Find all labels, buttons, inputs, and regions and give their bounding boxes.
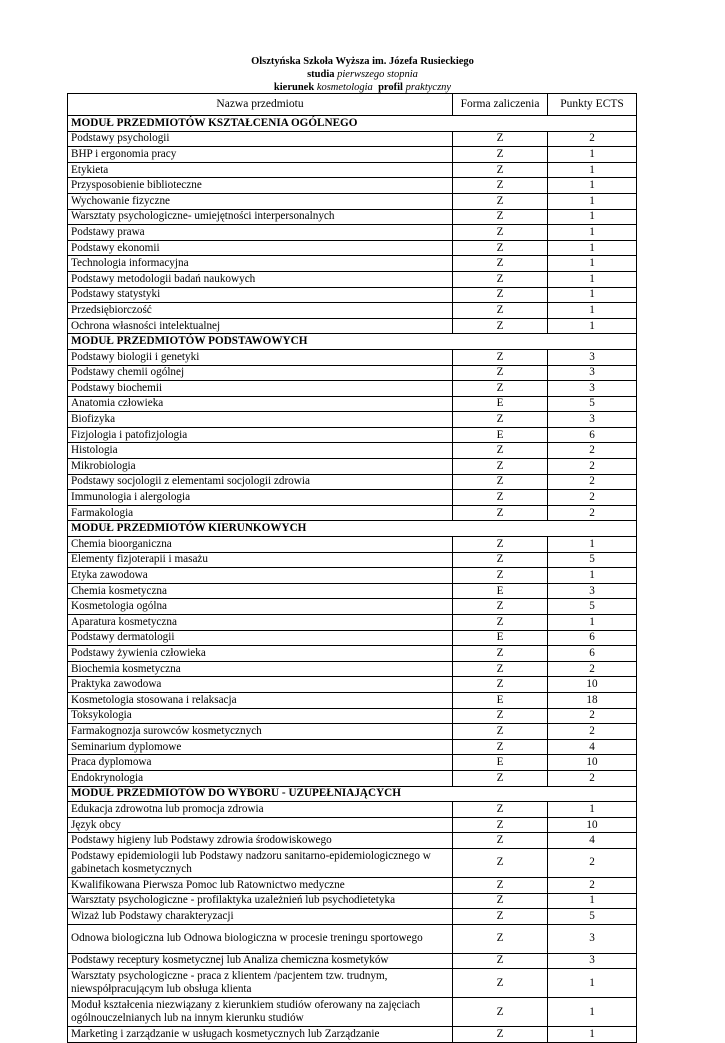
table-row	[68, 724, 637, 740]
ects-points-cell: 1	[548, 240, 637, 256]
assessment-form-cell: Z	[453, 131, 548, 147]
table-header-row	[68, 94, 637, 116]
ects-points-cell: 5	[548, 909, 637, 925]
assessment-form-cell: Z	[453, 568, 548, 584]
assessment-form-cell: Z	[453, 724, 548, 740]
subject-name-cell: Farmakognozja surowców kosmetycznych	[68, 724, 453, 740]
assessment-form-cell: Z	[453, 162, 548, 178]
table-row	[68, 209, 637, 225]
table-row	[68, 287, 637, 303]
assessment-form-cell: Z	[453, 708, 548, 724]
section-title: MODUŁ PRZEDMIOTÓW DO WYBORU - UZUPEŁNIAJĄCYCH	[68, 786, 637, 802]
subject-name-cell: Przysposobienie biblioteczne	[68, 178, 453, 194]
table-row	[68, 739, 637, 755]
table-row	[68, 909, 637, 925]
ects-points-cell: 1	[548, 998, 637, 1027]
assessment-form-cell: Z	[453, 552, 548, 568]
table-row	[68, 271, 637, 287]
column-header-name: Nazwa przedmiotu	[68, 94, 453, 116]
assessment-form-cell: Z	[453, 349, 548, 365]
table-row	[68, 755, 637, 771]
ects-points-cell: 10	[548, 817, 637, 833]
assessment-form-cell: Z	[453, 240, 548, 256]
ects-points-cell: 2	[548, 770, 637, 786]
assessment-form-cell: Z	[453, 505, 548, 521]
table-row	[68, 953, 637, 969]
ects-points-cell: 1	[548, 147, 637, 163]
field-label: kierunek	[273, 82, 315, 93]
subject-name-cell: Wychowanie fizyczne	[68, 193, 453, 209]
ects-points-cell: 2	[548, 131, 637, 147]
subject-name-cell: Podstawy receptury kosmetycznej lub Analiza chemiczna kosmetyków	[68, 953, 453, 969]
assessment-form-cell: E	[453, 755, 548, 771]
subject-name-cell: Warsztaty psychologiczne - profilaktyka uzależnień lub psychodietetyka	[68, 893, 453, 909]
assessment-form-cell: E	[453, 630, 548, 646]
ects-points-cell: 2	[548, 443, 637, 459]
section-title: MODUŁ PRZEDMIOTÓW KIERUNKOWYCH	[68, 521, 637, 537]
table-row	[68, 692, 637, 708]
assessment-form-cell: Z	[453, 537, 548, 553]
assessment-form-cell: Z	[453, 178, 548, 194]
table-body	[68, 116, 637, 1043]
section-header-row	[68, 334, 637, 350]
table-row	[68, 193, 637, 209]
subject-name-cell: Endokrynologia	[68, 770, 453, 786]
assessment-form-cell: Z	[453, 953, 548, 969]
table-row	[68, 833, 637, 849]
table-row	[68, 365, 637, 381]
assessment-form-cell: Z	[453, 381, 548, 397]
subject-name-cell: Kwalifikowana Pierwsza Pomoc lub Ratownictwo medyczne	[68, 877, 453, 893]
ects-points-cell: 6	[548, 646, 637, 662]
table-row	[68, 225, 637, 241]
subject-name-cell: Fizjologia i patofizjologia	[68, 427, 453, 443]
subject-name-cell: Immunologia i alergologia	[68, 490, 453, 506]
table-row	[68, 349, 637, 365]
profile-label: profil	[378, 82, 403, 93]
assessment-form-cell: Z	[453, 677, 548, 693]
ects-points-cell: 3	[548, 349, 637, 365]
table-row	[68, 131, 637, 147]
ects-points-cell: 18	[548, 692, 637, 708]
table-row	[68, 646, 637, 662]
assessment-form-cell: Z	[453, 661, 548, 677]
section-title: MODUŁ PRZEDMIOTÓW PODSTAWOWYCH	[68, 334, 637, 350]
subject-name-cell: Kosmetologia stosowana i relaksacja	[68, 692, 453, 708]
subject-name-cell: Odnowa biologiczna lub Odnowa biologiczna w procesie treningu sportowego	[68, 924, 453, 953]
field-value: kosmetologia	[316, 82, 373, 93]
ects-points-cell: 1	[548, 1027, 637, 1043]
table-row	[68, 802, 637, 818]
subject-name-cell: Podstawy higieny lub Podstawy zdrowia środowiskowego	[68, 833, 453, 849]
table-row	[68, 443, 637, 459]
table-row	[68, 893, 637, 909]
subject-name-cell: Seminarium dyplomowe	[68, 739, 453, 755]
subject-name-cell: Ochrona własności intelektualnej	[68, 318, 453, 334]
subject-name-cell: Podstawy chemii ogólnej	[68, 365, 453, 381]
subject-name-cell: Podstawy psychologii	[68, 131, 453, 147]
subject-name-cell: Histologia	[68, 443, 453, 459]
subject-name-cell: Praktyka zawodowa	[68, 677, 453, 693]
assessment-form-cell: E	[453, 396, 548, 412]
table-row	[68, 381, 637, 397]
assessment-form-cell: Z	[453, 490, 548, 506]
ects-points-cell: 5	[548, 396, 637, 412]
table-row	[68, 396, 637, 412]
ects-points-cell: 1	[548, 802, 637, 818]
table-row	[68, 568, 637, 584]
ects-points-cell: 2	[548, 661, 637, 677]
ects-points-cell: 3	[548, 381, 637, 397]
ects-points-cell: 1	[548, 271, 637, 287]
assessment-form-cell: Z	[453, 318, 548, 334]
table-row	[68, 708, 637, 724]
ects-points-cell: 3	[548, 953, 637, 969]
table-row	[68, 318, 637, 334]
table-row	[68, 677, 637, 693]
ects-points-cell: 1	[548, 178, 637, 194]
assessment-form-cell: Z	[453, 256, 548, 272]
table-row	[68, 505, 637, 521]
assessment-form-cell: Z	[453, 817, 548, 833]
subject-name-cell: Podstawy biochemii	[68, 381, 453, 397]
subject-name-cell: Moduł kształcenia niezwiązany z kierunkiem studiów oferowany na zajęciach ogólnouczelnianych lub na innym kierunku studiów	[68, 998, 453, 1027]
table-row	[68, 490, 637, 506]
ects-points-cell: 1	[548, 209, 637, 225]
table-row	[68, 848, 637, 877]
ects-points-cell: 1	[548, 893, 637, 909]
assessment-form-cell: Z	[453, 924, 548, 953]
table-row	[68, 178, 637, 194]
table-row	[68, 969, 637, 998]
ects-points-cell: 3	[548, 583, 637, 599]
assessment-form-cell: Z	[453, 893, 548, 909]
table-row	[68, 615, 637, 631]
assessment-form-cell: Z	[453, 303, 548, 319]
assessment-form-cell: Z	[453, 909, 548, 925]
document-header	[0, 55, 725, 94]
subject-name-cell: Etykieta	[68, 162, 453, 178]
table-row	[68, 412, 637, 428]
subject-name-cell: Biofizyka	[68, 412, 453, 428]
column-header-ects: Punkty ECTS	[548, 94, 637, 116]
assessment-form-cell: Z	[453, 802, 548, 818]
table-row	[68, 924, 637, 953]
table-row	[68, 162, 637, 178]
ects-points-cell: 3	[548, 412, 637, 428]
ects-points-cell: 10	[548, 755, 637, 771]
table-row	[68, 877, 637, 893]
table-row	[68, 427, 637, 443]
profile-value: praktyczny	[405, 82, 452, 93]
table-row	[68, 630, 637, 646]
table-row	[68, 459, 637, 475]
assessment-form-cell: Z	[453, 147, 548, 163]
assessment-form-cell: Z	[453, 443, 548, 459]
assessment-form-cell: Z	[453, 474, 548, 490]
subject-name-cell: Podstawy statystyki	[68, 287, 453, 303]
ects-points-cell: 3	[548, 365, 637, 381]
table-row	[68, 770, 637, 786]
subject-name-cell: Przedsiębiorczość	[68, 303, 453, 319]
ects-points-cell: 1	[548, 615, 637, 631]
subject-name-cell: Podstawy prawa	[68, 225, 453, 241]
table-row	[68, 240, 637, 256]
table-row	[68, 998, 637, 1027]
section-header-row	[68, 116, 637, 132]
subject-name-cell: Warsztaty psychologiczne- umiejętności interpersonalnych	[68, 209, 453, 225]
ects-points-cell: 2	[548, 505, 637, 521]
table-row	[68, 817, 637, 833]
ects-points-cell: 2	[548, 459, 637, 475]
subject-name-cell: Kosmetologia ogólna	[68, 599, 453, 615]
subject-name-cell: Biochemia kosmetyczna	[68, 661, 453, 677]
table-row	[68, 661, 637, 677]
table-row	[68, 583, 637, 599]
subject-name-cell: Praca dyplomowa	[68, 755, 453, 771]
assessment-form-cell: Z	[453, 412, 548, 428]
ects-points-cell: 3	[548, 924, 637, 953]
assessment-form-cell: Z	[453, 271, 548, 287]
assessment-form-cell: Z	[453, 877, 548, 893]
study-level-line	[0, 68, 725, 81]
subject-name-cell: Mikrobiologia	[68, 459, 453, 475]
assessment-form-cell: Z	[453, 770, 548, 786]
subject-name-cell: Edukacja zdrowotna lub promocja zdrowia	[68, 802, 453, 818]
table-row	[68, 537, 637, 553]
table-row	[68, 552, 637, 568]
ects-points-cell: 4	[548, 739, 637, 755]
subject-name-cell: Podstawy biologii i genetyki	[68, 349, 453, 365]
ects-points-cell: 2	[548, 490, 637, 506]
assessment-form-cell: Z	[453, 969, 548, 998]
ects-points-cell: 6	[548, 630, 637, 646]
assessment-form-cell: Z	[453, 646, 548, 662]
ects-points-cell: 2	[548, 708, 637, 724]
assessment-form-cell: Z	[453, 833, 548, 849]
ects-points-cell: 1	[548, 303, 637, 319]
subject-name-cell: Farmakologia	[68, 505, 453, 521]
subject-name-cell: Toksykologia	[68, 708, 453, 724]
subject-name-cell: Marketing i zarządzanie w usługach kosmetycznych lub Zarządzanie	[68, 1027, 453, 1043]
section-header-row	[68, 786, 637, 802]
ects-points-cell: 1	[548, 225, 637, 241]
table-row	[68, 256, 637, 272]
subject-name-cell: Chemia bioorganiczna	[68, 537, 453, 553]
column-header-form: Forma zaliczenia	[453, 94, 548, 116]
assessment-form-cell: E	[453, 583, 548, 599]
subject-name-cell: Anatomia człowieka	[68, 396, 453, 412]
ects-points-cell: 1	[548, 318, 637, 334]
ects-points-cell: 10	[548, 677, 637, 693]
ects-points-cell: 2	[548, 848, 637, 877]
subject-name-cell: Chemia kosmetyczna	[68, 583, 453, 599]
ects-points-cell: 1	[548, 969, 637, 998]
assessment-form-cell: E	[453, 427, 548, 443]
subject-name-cell: Język obcy	[68, 817, 453, 833]
ects-points-cell: 1	[548, 537, 637, 553]
table-row	[68, 147, 637, 163]
subject-name-cell: Podstawy epidemiologii lub Podstawy nadzoru sanitarno-epidemiologicznego w gabinetach kosmetycznych	[68, 848, 453, 877]
subject-name-cell: Wizaż lub Podstawy charakteryzacji	[68, 909, 453, 925]
study-level-label: studia	[307, 69, 335, 80]
assessment-form-cell: Z	[453, 459, 548, 475]
study-level-value: pierwszego stopnia	[337, 69, 418, 80]
subject-name-cell: Podstawy metodologii badań naukowych	[68, 271, 453, 287]
ects-points-cell: 1	[548, 162, 637, 178]
assessment-form-cell: Z	[453, 287, 548, 303]
assessment-form-cell: Z	[453, 193, 548, 209]
assessment-form-cell: Z	[453, 739, 548, 755]
ects-points-cell: 1	[548, 568, 637, 584]
ects-points-cell: 2	[548, 877, 637, 893]
ects-points-cell: 2	[548, 474, 637, 490]
subject-name-cell: Podstawy żywienia człowieka	[68, 646, 453, 662]
section-header-row	[68, 521, 637, 537]
table-row	[68, 303, 637, 319]
ects-points-cell: 6	[548, 427, 637, 443]
subjects-table	[67, 93, 637, 1043]
assessment-form-cell: Z	[453, 848, 548, 877]
subject-name-cell: Aparatura kosmetyczna	[68, 615, 453, 631]
ects-points-cell: 1	[548, 287, 637, 303]
table-row	[68, 474, 637, 490]
subject-name-cell: Podstawy dermatologii	[68, 630, 453, 646]
ects-points-cell: 5	[548, 552, 637, 568]
assessment-form-cell: E	[453, 692, 548, 708]
subject-name-cell: Warsztaty psychologiczne - praca z klientem /pacjentem tzw. trudnym, niewspółpracującym lub obsługa klienta	[68, 969, 453, 998]
assessment-form-cell: Z	[453, 1027, 548, 1043]
assessment-form-cell: Z	[453, 209, 548, 225]
subject-name-cell: Podstawy socjologii z elementami socjologii zdrowia	[68, 474, 453, 490]
assessment-form-cell: Z	[453, 365, 548, 381]
subject-name-cell: Podstawy ekonomii	[68, 240, 453, 256]
ects-points-cell: 5	[548, 599, 637, 615]
assessment-form-cell: Z	[453, 225, 548, 241]
assessment-form-cell: Z	[453, 599, 548, 615]
ects-points-cell: 2	[548, 724, 637, 740]
school-name: Olsztyńska Szkoła Wyższa im. Józefa Rusieckiego	[251, 56, 474, 67]
ects-points-cell: 1	[548, 193, 637, 209]
table-row	[68, 599, 637, 615]
ects-points-cell: 1	[548, 256, 637, 272]
subject-name-cell: Etyka zawodowa	[68, 568, 453, 584]
subject-name-cell: BHP i ergonomia pracy	[68, 147, 453, 163]
subject-name-cell: Elementy fizjoterapii i masażu	[68, 552, 453, 568]
assessment-form-cell: Z	[453, 998, 548, 1027]
assessment-form-cell: Z	[453, 615, 548, 631]
section-title: MODUŁ PRZEDMIOTÓW KSZTAŁCENIA OGÓLNEGO	[68, 116, 637, 132]
ects-points-cell: 4	[548, 833, 637, 849]
table-row	[68, 1027, 637, 1043]
subject-name-cell: Technologia informacyjna	[68, 256, 453, 272]
